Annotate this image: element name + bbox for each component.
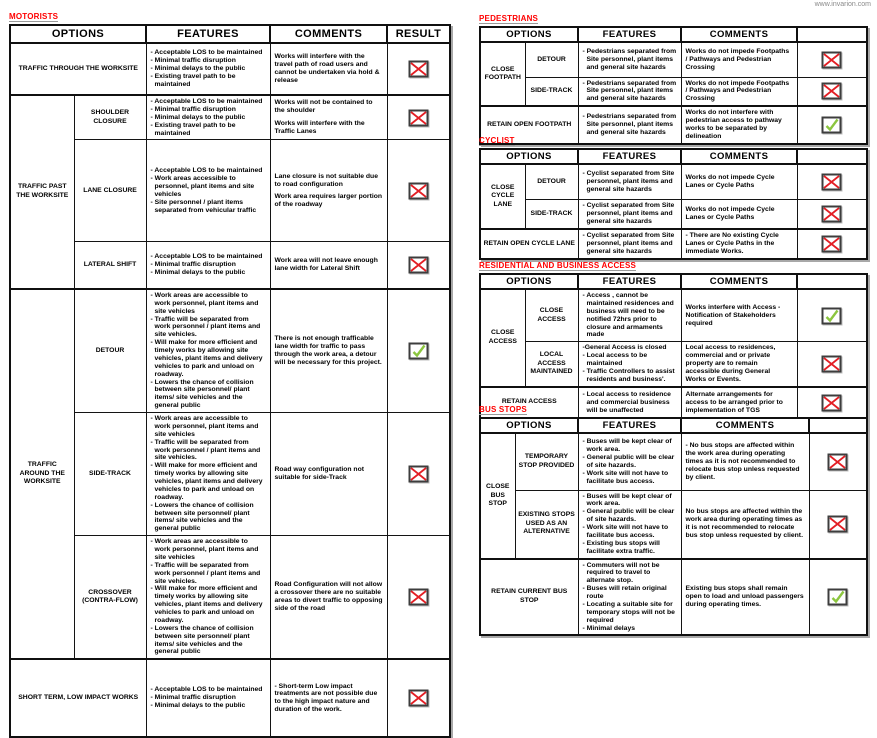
residential-access-section xyxy=(479,255,868,420)
result-cell xyxy=(387,536,450,660)
feature-line: - Cyclist separated from Site personnel, plant items and general site hazards xyxy=(582,232,675,255)
cross-icon xyxy=(821,82,842,100)
comments-cell xyxy=(681,164,797,199)
result-cell xyxy=(387,413,450,536)
features-cell xyxy=(578,289,681,342)
comment-line: - No bus stops are affected within the work area during operating times as it is not recommended to relocate bus stop unless requested by client. xyxy=(685,442,800,481)
table-row xyxy=(10,289,450,413)
result-cell xyxy=(387,140,450,242)
result-cell xyxy=(797,164,867,199)
feature-line: - Existing bus stops will facilitate extra traffic. xyxy=(582,539,660,555)
cyclist-table xyxy=(479,148,868,260)
option-cell: SIDE-TRACK xyxy=(525,77,578,106)
group-cell: CLOSE FOOTPATH xyxy=(480,42,525,106)
result-cell xyxy=(387,242,450,289)
feature-line: - General public will be clear of site hazards. xyxy=(582,453,675,469)
option-cell: TEMPORARY STOP PROVIDED xyxy=(515,433,578,490)
comments-cell xyxy=(270,659,387,737)
table-row xyxy=(480,199,867,229)
table-row xyxy=(10,140,450,242)
feature-line: - Traffic will be separated from work personnel / plant items and site vehicles. xyxy=(150,438,261,462)
option-cell: DETOUR xyxy=(525,164,578,199)
column-header-result xyxy=(797,27,867,42)
column-header-comments: COMMENTS xyxy=(681,27,797,42)
comment-line: Works do not impede Footpaths / Pathways and Pedestrian Crossing xyxy=(685,47,790,71)
comment-line: - Short-term Low impact treatments are not possible due to the high impact nature and duration of the work. xyxy=(274,682,378,714)
comment-line: Existing bus stops shall remain open to load and unload passengers during operating times. xyxy=(685,585,804,608)
result-cell xyxy=(797,199,867,229)
table-row xyxy=(480,433,867,490)
feature-line: - Access , cannot be maintained residences and business will need to be notified 72hrs prior to closure and armaments made xyxy=(582,292,674,339)
feature-line: - Minimal delays xyxy=(582,624,636,632)
table-row xyxy=(10,43,450,95)
watermark-link: www.invarion.com xyxy=(814,1,871,8)
cross-icon xyxy=(821,205,842,223)
cross-icon xyxy=(821,235,842,253)
option-cell: CLOSE ACCESS xyxy=(525,289,578,342)
comment-line: Local access to residences, commercial and or private property are to remain accessible during General Works or Events. xyxy=(685,344,776,383)
section-title-pedestrians: PEDESTRIANS xyxy=(479,14,539,23)
comments-cell xyxy=(270,43,387,95)
feature-line: - Will make for more efficient and timely works by allowing site vehicles, plant items and delivery vehicles to park and unload on roadway. xyxy=(150,339,263,378)
column-header-comments: COMMENTS xyxy=(681,149,797,164)
column-header-features: FEATURES xyxy=(578,274,681,289)
section-title-cyclist: CYCLIST xyxy=(479,136,515,145)
header-row xyxy=(480,274,867,289)
group-cell: TRAFFIC PAST THE WORKSITE xyxy=(10,95,74,289)
feature-line: - Pedestrians separated from Site personnel, plant items and general site hazards xyxy=(582,79,677,103)
feature-line: - Traffic Controllers to assist residents and business'. xyxy=(582,367,675,383)
option-cell: SHOULDER CLOSURE xyxy=(74,95,146,140)
option-cell: TRAFFIC THROUGH THE WORKSITE xyxy=(10,43,146,95)
comments-cell xyxy=(270,242,387,289)
comment-line: Works interfere with Access - Notification of Stakeholders required xyxy=(685,303,781,327)
cross-icon xyxy=(408,689,429,707)
option-cell: LANE CLOSURE xyxy=(74,140,146,242)
features-cell xyxy=(578,164,681,199)
option-cell: LOCAL ACCESS MAINTAINED xyxy=(525,342,578,387)
feature-line: - Work areas are accessible to work personnel, plant items and site vehicles xyxy=(150,538,259,561)
table-row xyxy=(480,42,867,77)
feature-line: - Work areas accessible to personnel, plant items and site vehicles xyxy=(150,175,255,198)
comments-cell xyxy=(681,559,809,636)
table-row xyxy=(480,77,867,106)
features-cell xyxy=(578,199,681,229)
comment-line: Works will not be contained to the shoulder xyxy=(274,99,373,115)
column-header-result xyxy=(797,274,867,289)
comments-cell xyxy=(681,433,809,490)
feature-line: - Acceptable LOS to be maintained xyxy=(150,167,263,175)
table-row xyxy=(480,490,867,559)
features-cell xyxy=(578,342,681,387)
option-cell: DETOUR xyxy=(74,289,146,413)
feature-line: - Minimal traffic disruption xyxy=(150,57,236,65)
cross-icon xyxy=(827,515,848,533)
features-cell xyxy=(578,433,681,490)
result-cell xyxy=(797,289,867,342)
comment-line: Works will interfere with the travel path of road users and cannot be undertaken via hold & release xyxy=(274,53,380,84)
column-header-comments: COMMENTS xyxy=(681,418,809,433)
features-cell xyxy=(578,42,681,77)
column-header-features: FEATURES xyxy=(578,418,681,433)
feature-line: - Minimal delays to the public xyxy=(150,113,246,121)
option-cell: LATERAL SHIFT xyxy=(74,242,146,289)
feature-line: - Lowers the chance of collision between site personnel/ plant items/ site vehicles and the general public xyxy=(150,624,254,656)
feature-line: - Pedestrians separated from Site personnel, plant items and general site hazards xyxy=(582,47,677,71)
result-cell xyxy=(387,289,450,413)
feature-line: - Minimal delays to the public xyxy=(150,702,246,710)
features-cell xyxy=(146,413,270,536)
feature-line: - Cyclist separated from Site personnel, plant items and general site hazards xyxy=(582,169,675,193)
column-header-options: OPTIONS xyxy=(480,27,578,42)
column-header-options: OPTIONS xyxy=(480,418,578,433)
cross-icon xyxy=(821,355,842,373)
cyclist-section xyxy=(479,130,868,260)
group-cell: CLOSE CYCLE LANE xyxy=(480,164,525,229)
option-cell: EXISTING STOPS USED AS AN ALTERNATIVE xyxy=(515,490,578,559)
group-cell: CLOSE BUS STOP xyxy=(480,433,515,559)
feature-line: - Pedestrians separated from Site personnel, plant items and general site hazards xyxy=(582,113,677,136)
comment-line: There is not enough trafficable lane width for traffic to pass through the work area, a detour will be necessary for this project. xyxy=(274,335,382,366)
column-header-comments: COMMENTS xyxy=(681,274,797,289)
feature-line: - Cyclist separated from Site personnel, plant items and general site hazards xyxy=(582,201,675,225)
feature-line: - Local access to be maintained xyxy=(582,352,648,367)
features-cell xyxy=(146,536,270,660)
cross-icon xyxy=(408,182,429,200)
feature-line: - Minimal traffic disruption xyxy=(150,261,236,269)
comment-line: Works will interfere with the Traffic Lanes xyxy=(274,120,365,136)
feature-line: - Minimal traffic disruption xyxy=(150,105,236,113)
column-header-features: FEATURES xyxy=(578,149,681,164)
result-cell xyxy=(387,659,450,737)
comment-line: No bus stops are affected within the work area during operating times as it is not recommended to relocate bus stop unless requested by client. xyxy=(685,508,803,539)
header-row xyxy=(480,418,867,433)
feature-line: - Locating a suitable site for temporary stops will not be required xyxy=(582,600,675,624)
comment-line: Works do not impede Cycle Lanes or Cycle Paths xyxy=(685,173,775,189)
table-row xyxy=(480,342,867,387)
table-row xyxy=(10,95,450,140)
column-header-options: OPTIONS xyxy=(480,149,578,164)
feature-line: - Minimal delays to the public xyxy=(150,269,246,277)
table-row xyxy=(10,413,450,536)
option-cell: DETOUR xyxy=(525,42,578,77)
feature-line: - Acceptable LOS to be maintained xyxy=(150,253,263,261)
feature-line: - Existing travel path to be maintained xyxy=(150,121,236,137)
comments-cell xyxy=(681,42,797,77)
motorists-table xyxy=(9,24,451,738)
table-row xyxy=(10,536,450,660)
column-header-options: OPTIONS xyxy=(480,274,578,289)
result-cell xyxy=(809,559,867,636)
section-title-bus-stops: BUS STOPS xyxy=(479,405,527,414)
feature-line: - Minimal traffic disruption xyxy=(150,694,236,702)
option-cell: SHORT TERM, LOW IMPACT WORKS xyxy=(10,659,146,737)
feature-line: - Work site will not have to facilitate bus access. xyxy=(582,524,669,539)
check-icon xyxy=(408,342,429,360)
features-cell xyxy=(146,43,270,95)
feature-line: - Traffic will be separated from work personnel / plant items and site vehicles. xyxy=(150,561,261,585)
features-cell xyxy=(578,490,681,559)
result-cell xyxy=(797,42,867,77)
section-title-motorists: MOTORISTS xyxy=(9,12,59,21)
features-cell xyxy=(146,289,270,413)
feature-line: - Buses will be kept clear of work area. xyxy=(582,438,672,453)
check-icon xyxy=(827,588,848,606)
comment-line: Road Configuration will not allow a crossover there are no suitable areas to divert traffic to opposing side of the road xyxy=(274,581,383,613)
comment-line: Alternate arrangements for access to be arranged prior to implementation of TGS xyxy=(685,390,783,414)
comments-cell xyxy=(270,140,387,242)
option-cell: RETAIN OPEN CYCLE LANE xyxy=(480,229,578,259)
result-cell xyxy=(387,95,450,140)
feature-line: - Existing travel path to be maintained xyxy=(150,72,236,88)
header-row xyxy=(480,149,867,164)
column-header-options: OPTIONS xyxy=(10,25,146,43)
feature-line: - Site personnel / plant items separated from vehicular traffic xyxy=(150,198,257,214)
column-header-features: FEATURES xyxy=(578,27,681,42)
column-header-features: FEATURES xyxy=(146,25,270,43)
feature-line: - Work site will not have to facilitate bus access. xyxy=(582,469,669,485)
table-row xyxy=(480,289,867,342)
option-cell: RETAIN ACCESS xyxy=(480,387,578,419)
feature-line: - Acceptable LOS to be maintained xyxy=(150,686,263,694)
table-row xyxy=(10,242,450,289)
comments-cell xyxy=(681,289,797,342)
comments-cell xyxy=(270,536,387,660)
header-row xyxy=(480,27,867,42)
feature-line: - Local access to residence and commercial business will be unaffected xyxy=(582,390,671,414)
bus-stops-table xyxy=(479,417,868,636)
table-row xyxy=(480,559,867,636)
option-cell: CROSSOVER (CONTRA-FLOW) xyxy=(74,536,146,660)
table-row xyxy=(10,659,450,737)
option-cell: SIDE-TRACK xyxy=(525,199,578,229)
cross-icon xyxy=(821,51,842,69)
comments-cell xyxy=(681,490,809,559)
feature-line: - Work areas are accessible to work personnel, plant items and site vehicles xyxy=(150,415,259,438)
comment-line: Works do not interfere with pedestrian access to pathway works to be separated by delineation xyxy=(685,109,782,140)
comments-cell xyxy=(681,342,797,387)
comment-line: Work area will not leave enough lane width for Lateral Shift xyxy=(274,257,378,273)
group-cell: TRAFFIC AROUND THE WORKSITE xyxy=(10,289,74,659)
result-cell xyxy=(809,490,867,559)
column-header-result: RESULT xyxy=(387,25,450,43)
feature-line: - Buses will retain original route xyxy=(582,585,667,600)
result-cell xyxy=(797,342,867,387)
column-header-comments: COMMENTS xyxy=(270,25,387,43)
header-row xyxy=(10,25,450,43)
comment-line: Works do not impede Footpaths / Pathways and Pedestrian Crossing xyxy=(685,79,790,103)
table-row xyxy=(480,164,867,199)
feature-line: - Will make for more efficient and timely works by allowing site vehicles, plant items and delivery vehicles to park and unload on roadway. xyxy=(150,462,263,501)
result-cell xyxy=(797,77,867,106)
comment-line: Works do not impede Cycle Lanes or Cycle Paths xyxy=(685,205,775,221)
residential-access-table xyxy=(479,273,868,420)
features-cell xyxy=(146,95,270,140)
comment-line: Road way configuration not suitable for side-Track xyxy=(274,466,364,482)
feature-line: - Acceptable LOS to be maintained xyxy=(150,49,263,57)
result-cell xyxy=(387,43,450,95)
comment-line: Lane closure is not suitable due to road configuration xyxy=(274,172,378,188)
comments-cell xyxy=(681,199,797,229)
features-cell xyxy=(578,559,681,636)
option-cell: SIDE-TRACK xyxy=(74,413,146,536)
pedestrians-table xyxy=(479,26,868,145)
cross-icon xyxy=(408,256,429,274)
bus-stops-section xyxy=(479,399,868,636)
feature-line: - Traffic will be separated from work personnel / plant items and site vehicles. xyxy=(150,315,261,339)
cross-icon xyxy=(827,453,848,471)
check-icon xyxy=(821,307,842,325)
comments-cell xyxy=(270,413,387,536)
cross-icon xyxy=(821,173,842,191)
feature-line: - Acceptable LOS to be maintained xyxy=(150,98,263,105)
feature-line: - Minimal delays to the public xyxy=(150,65,246,73)
features-cell xyxy=(146,659,270,737)
feature-line: - Lowers the chance of collision between site personnel/ plant items/ site vehicles and the general public xyxy=(150,501,254,533)
comments-cell xyxy=(270,95,387,140)
feature-line: -General Access is closed xyxy=(582,344,667,352)
column-header-result xyxy=(809,418,867,433)
feature-line: - Lowers the chance of collision between site personnel/ plant items/ site vehicles and the general public xyxy=(150,378,254,410)
feature-line: - General public will be clear of site hazards. xyxy=(582,508,675,524)
option-cell: RETAIN CURRENT BUS STOP xyxy=(480,559,578,636)
feature-line: - Will make for more efficient and timely works by allowing site vehicles, plant items and delivery vehicles to park and unload on roadway. xyxy=(150,585,263,624)
feature-line: - Commuters will not be required to travel to alternate stop. xyxy=(582,561,660,585)
option-cell: RETAIN OPEN FOOTPATH xyxy=(480,106,578,144)
cross-icon xyxy=(408,588,429,606)
pedestrians-section xyxy=(479,8,868,145)
result-cell xyxy=(809,433,867,490)
cross-icon xyxy=(408,60,429,78)
feature-line: - Work areas are accessible to work personnel, plant items and site vehicles xyxy=(150,291,259,315)
motorists-section xyxy=(9,6,453,738)
group-cell: CLOSE ACCESS xyxy=(480,289,525,387)
comments-cell xyxy=(681,77,797,106)
column-header-result xyxy=(797,149,867,164)
comments-cell xyxy=(270,289,387,413)
section-title-residential: RESIDENTIAL AND BUSINESS ACCESS xyxy=(479,261,637,270)
cross-icon xyxy=(408,465,429,483)
features-cell xyxy=(578,77,681,106)
comment-line: - There are No existing Cycle Lanes or Cycle Paths in the immediate Works. xyxy=(685,232,779,255)
features-cell xyxy=(146,242,270,289)
cross-icon xyxy=(408,109,429,127)
feature-line: - Buses will be kept clear of work area. xyxy=(582,492,672,508)
features-cell xyxy=(146,140,270,242)
comment-line: Work area requires larger portion of the roadway xyxy=(274,193,383,209)
